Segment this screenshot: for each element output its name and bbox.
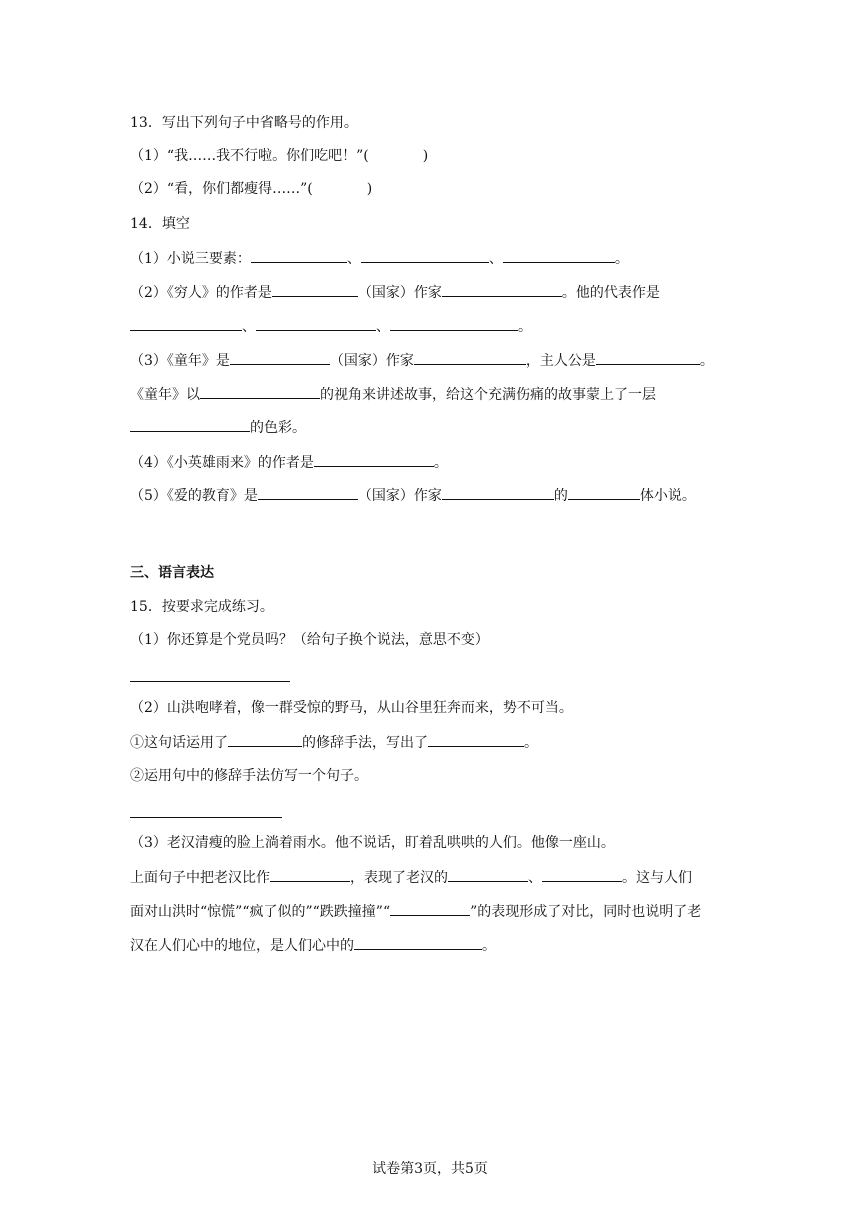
q13-item-2: （2）“看，你们都瘦得……”( ) [130,181,373,197]
answer-blank[interactable] [390,901,470,916]
answer-blank[interactable] [200,384,320,399]
section-title: 三、语言表达 [130,565,214,581]
q15-sub-3-c: 汉在人们心中的地位，是人们心中的 。 [130,935,496,956]
answer-blank[interactable] [414,350,526,365]
answer-blank[interactable] [256,316,376,331]
answer-line[interactable] [130,817,282,818]
answer-blank[interactable] [361,248,489,263]
answer-blank[interactable] [272,282,358,297]
q15-sub-2-b: ②运用句中的修辞手法仿写一个句子。 [130,768,368,784]
q13-item-1: （1）“我……我不行啦。你们吃吧！”( ) [130,148,429,164]
q15-sub-3: （3）老汉清瘦的脸上淌着雨水。他不说话，盯着乱哄哄的人们。他像一座山。 [130,835,615,851]
answer-blank[interactable] [442,282,562,297]
answer-blank[interactable] [251,248,347,263]
answer-blank[interactable] [442,485,554,500]
q15-title: 15．按要求完成练习。 [130,599,274,615]
page-footer: 试卷第3页，共5页 [372,1161,488,1177]
answer-blank[interactable] [130,316,242,331]
q15-sub-2: （2）山洪咆哮着，像一群受惊的野马，从山谷里狂奔而来，势不可当。 [130,700,573,716]
answer-blank[interactable] [596,350,700,365]
q14-item-3-cont-1: 《童年》以 的视角来讲述故事，给这个充满伤痛的故事蒙上了一层 [130,384,656,405]
answer-blank[interactable] [390,316,518,331]
q14-item-5: （5）《爱的教育》是 （国家）作家 的 体小说。 [130,485,696,506]
answer-blank[interactable] [428,732,524,747]
q14-title: 14．填空 [130,216,190,232]
q14-item-2: （2）《穷人》的作者是 （国家）作家 。他的代表作是 [130,282,660,303]
q14-item-2-cont: 、 、 。 [130,316,532,337]
answer-blank[interactable] [568,485,640,500]
answer-blank[interactable] [448,867,528,882]
q15-sub-1: （1）你还算是个党员吗？（给句子换个说法，意思不变） [130,632,489,648]
answer-blank[interactable] [542,867,622,882]
answer-line[interactable] [130,681,290,682]
answer-blank[interactable] [130,417,250,432]
q14-item-1: （1）小说三要素： 、 、 。 [130,248,629,269]
answer-blank[interactable] [314,452,434,467]
answer-blank[interactable] [258,485,358,500]
q13-title: 13．写出下列句子中省略号的作用。 [130,115,358,131]
answer-blank[interactable] [228,732,302,747]
q14-item-3: （3）《童年》是 （国家）作家 ，主人公是 。 [130,350,714,371]
answer-blank[interactable] [270,867,350,882]
q14-item-3-cont-2: 的色彩。 [130,417,306,438]
q14-item-4: （4）《小英雄雨来》的作者是 。 [130,452,448,473]
q15-sub-2-a: ①这句话运用了 的修辞手法，写出了 。 [130,732,538,753]
answer-blank[interactable] [354,935,482,950]
q15-sub-3-a: 上面句子中把老汉比作 ，表现了老汉的 、 。这与人们 [130,867,692,888]
answer-blank[interactable] [230,350,330,365]
q15-sub-3-b: 面对山洪时“惊慌”“疯了似的”“跌跌撞撞”“ ”的表现形成了对比，同时也说明了老 [130,901,701,922]
answer-blank[interactable] [503,248,615,263]
